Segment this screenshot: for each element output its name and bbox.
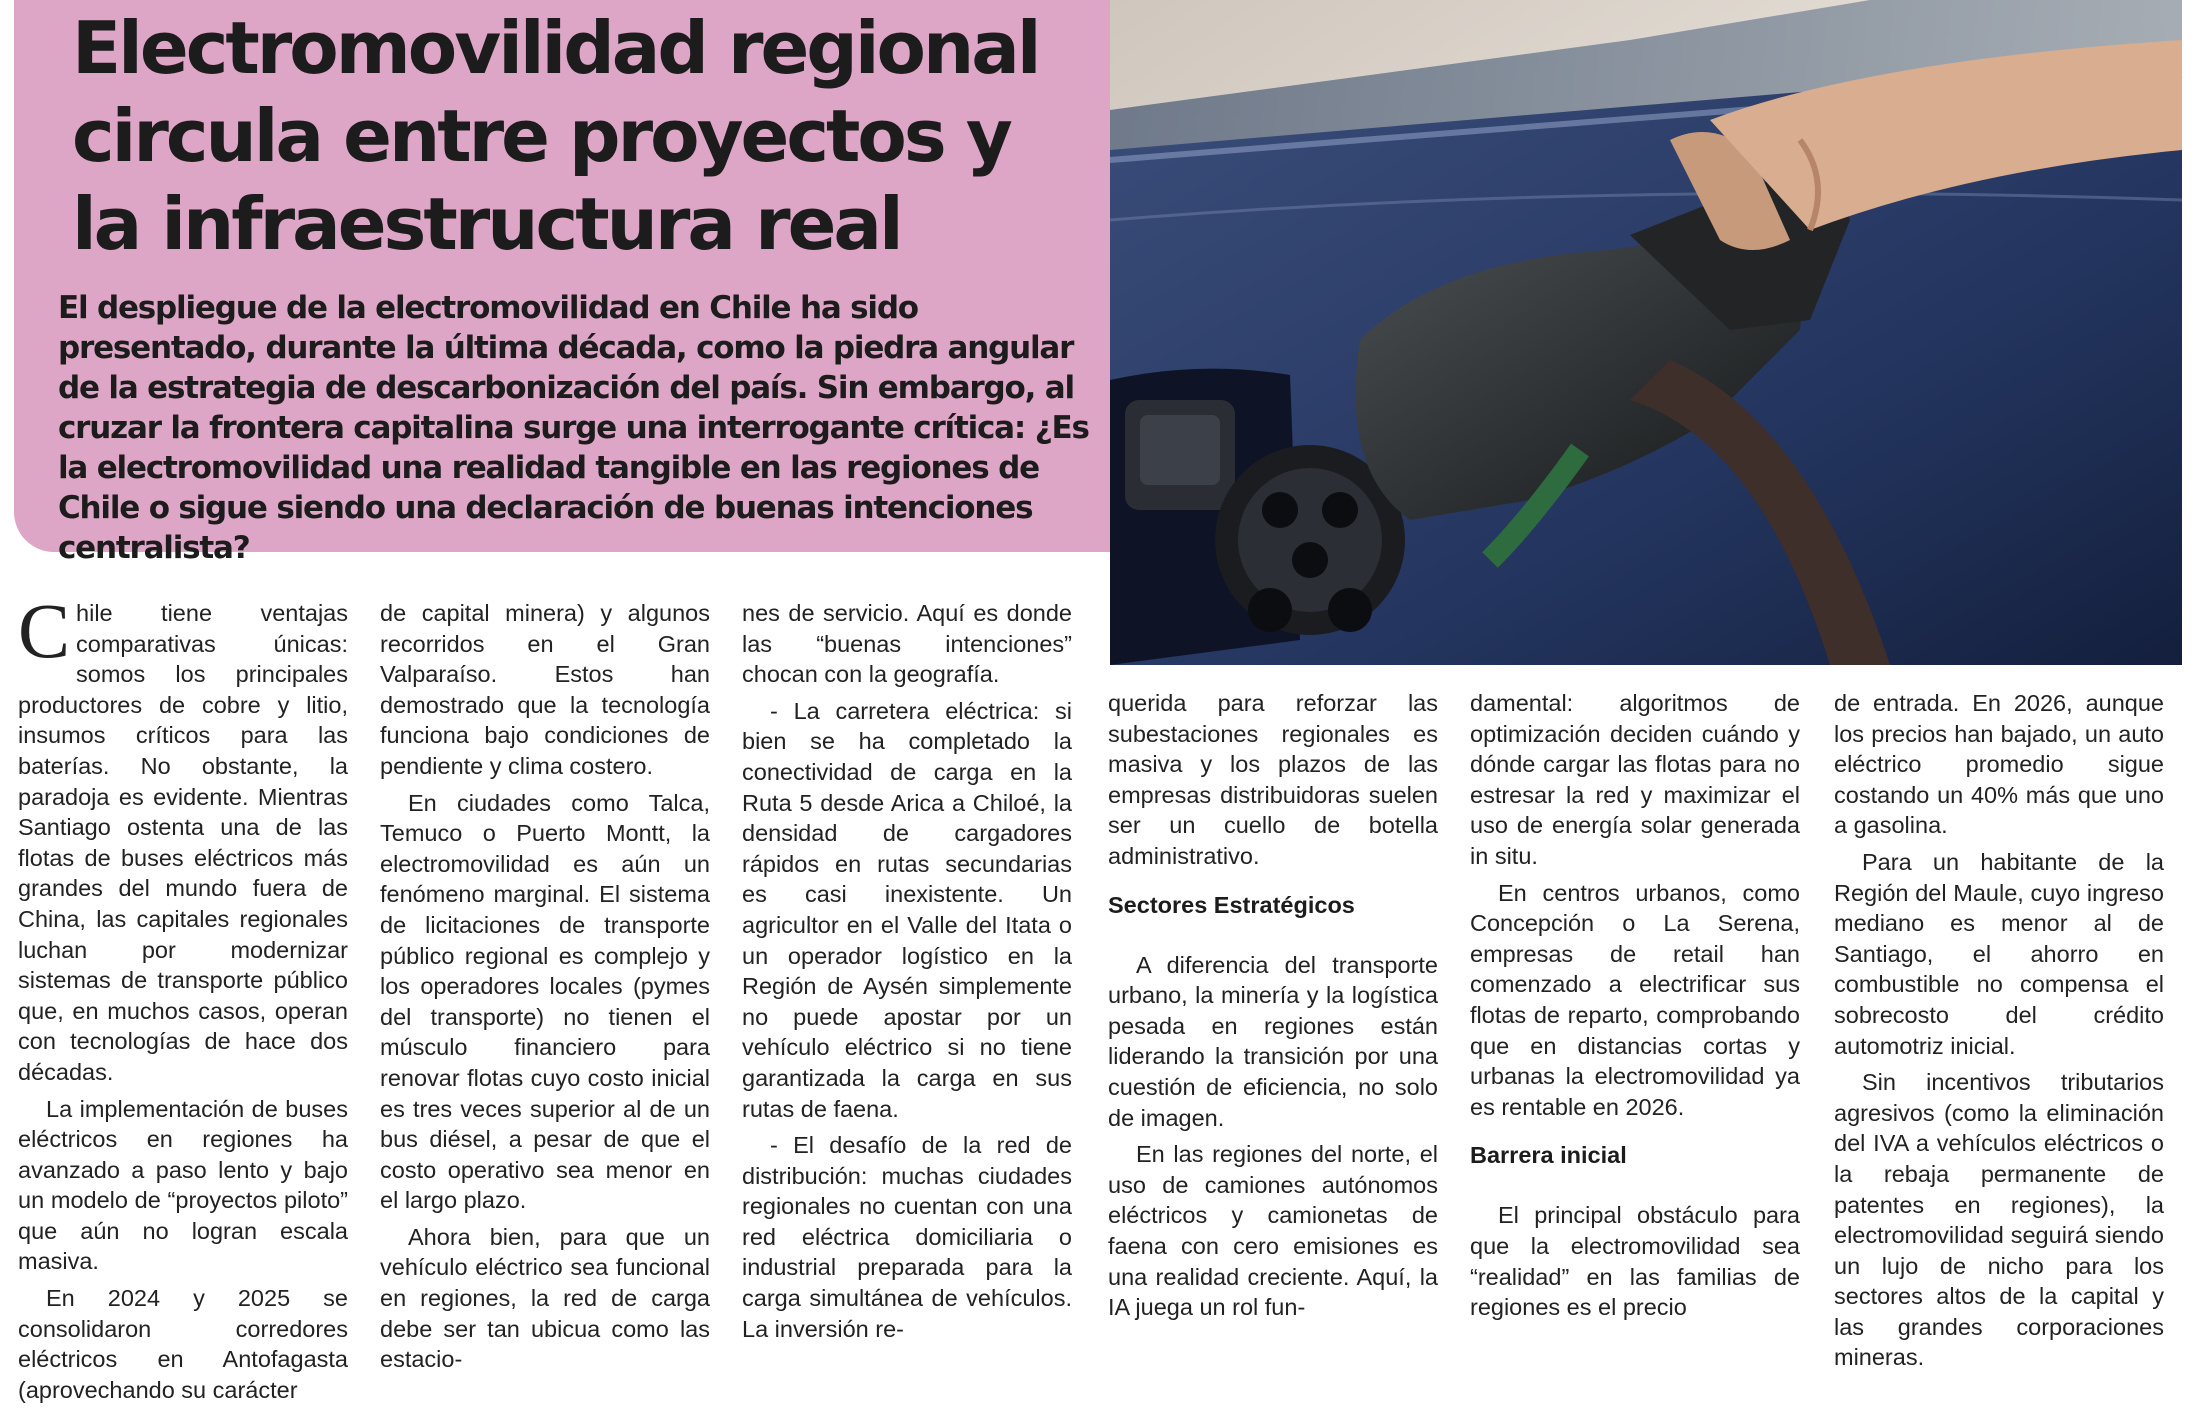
paragraph: querida para reforzar las subestaciones regionales es masiva y los plazos de las empresas distribuidoras suelen ser un cuello de botella administrativo.	[1108, 690, 1438, 869]
subheading: Sectores Estratégicos	[1108, 891, 1355, 918]
paragraph: nes de servicio. Aquí es donde las “buenas intenciones” chocan con la geografía.	[742, 600, 1072, 688]
paragraph: damental: algoritmos de optimización deciden cuándo y dónde cargar las flotas para no estresar la red y maximizar el uso de energía solar generada in situ.	[1470, 690, 1800, 869]
article-column-6	[1834, 688, 2164, 1379]
paragraph: de capital minera) y algunos recorridos en el Gran Valparaíso. Estos han demostrado que la tecnología funciona bajo condiciones de pendiente y clima costero.	[380, 600, 710, 779]
paragraph: Para un habitante de la Región del Maule, cuyo ingreso mediano es menor al de Santiago, el ahorro en combustible no compensa el sobrecosto del crédito automotriz inicial.	[1834, 848, 2164, 1059]
paragraph: En 2024 y 2025 se consolidaron corredores eléctricos en Antofagasta (aprovechando su carácter	[18, 1285, 348, 1403]
lede: El despliegue de la electromovilidad en Chile ha sido presentado, durante la última década, como la piedra angular de la estrategia de descarbonización del país. Sin embargo, al cruzar la frontera capitalina surge una interrogante crítica: ¿Es la electromovilidad una realidad tangible en las regiones de Chile o sigue siendo una declaración de buenas intenciones centralista?	[58, 290, 1089, 566]
article-column-4	[1108, 688, 1438, 1329]
article-column-3	[742, 598, 1072, 1350]
paragraph: - El desafío de la red de distribución: muchas ciudades regionales no cuentan con una red eléctrica domiciliaria o industrial preparada para la carga simultánea de vehículos. La inversión re-	[742, 1132, 1072, 1342]
paragraph: - La carretera eléctrica: si bien se ha completado la conectividad de carga en la Ruta 5 desde Arica a Chiloé, la densidad de cargadores rápidos en rutas secundarias es casi inexistente. Un agricultor en el Valle del Itata o un operador logístico en la Región de Aysén simplemente no puede apostar por un vehículo eléctrico si no tiene garantizada la carga en sus rutas de faena.	[742, 697, 1072, 1122]
article-column-1	[18, 587, 348, 1411]
article-column-5	[1470, 688, 1800, 1329]
paragraph: Chile tiene ventajas comparativas únicas: somos los principales productores de cobre y litio, insumos críticos para las baterías. No obstante, la paradoja es evidente. Mientras Santiago ostenta una de las flotas de buses eléctricos más grandes del mundo fuera de China, las capitales regionales luchan por modernizar sistemas de transporte público que, en muchos casos, operan con tecnologías de hace dos décadas.	[18, 587, 348, 1085]
subheading: Barrera inicial	[1470, 1142, 1627, 1169]
paragraph: Ahora bien, para que un vehículo eléctrico sea funcional en regiones, la red de carga debe ser tan ubicua como las estacio-	[380, 1223, 710, 1373]
paragraph: El principal obstáculo para que la electromovilidad sea “realidad” en las familias de regiones es el precio	[1470, 1202, 1800, 1321]
paragraph: La implementación de buses eléctricos en regiones ha avanzado a paso lento y bajo un modelo de “proyectos piloto” que aún no logran escala masiva.	[18, 1095, 348, 1275]
paragraph: Sin incentivos tributarios agresivos (como la eliminación del IVA a vehículos eléctricos o la rebaja permanente de patentes en regiones), la electromovilidad seguirá siendo un lujo de nicho para los sectores altos de la capital y las grandes corporaciones mineras.	[1834, 1069, 2164, 1371]
paragraph: En ciudades como Talca, Temuco o Puerto Montt, la electromovilidad es aún un fenómeno marginal. El sistema de licitaciones de transporte público regional es complejo y los operadores locales (pymes del transporte) no tienen el músculo financiero para renovar flotas cuyo costo inicial es tres veces superior al de un bus diésel, a pesar de que el costo operativo sea menor en el largo plazo.	[380, 789, 710, 1214]
paragraph: de entrada. En 2026, aunque los precios han bajado, un auto eléctrico promedio sigue costando un 40% más que uno a gasolina.	[1834, 690, 2164, 839]
paragraph: A diferencia del transporte urbano, la minería y la logística pesada en regiones están liderando la transición por una cuestión de eficiencia, no solo de imagen.	[1108, 951, 1438, 1131]
headline: Electromovilidad regional circula entre proyectos y la infraestructura real	[72, 6, 1039, 266]
ev-charging-photo	[1110, 0, 2182, 665]
paragraph: En las regiones del norte, el uso de camiones autónomos eléctricos y camionetas de faena con cero emisiones es una realidad creciente. Aquí, la IA juega un rol fun-	[1108, 1141, 1438, 1321]
paragraph: En centros urbanos, como Concepción o La Serena, empresas de retail han comenzado a electrificar sus flotas de reparto, comprobando que en distancias cortas y urbanas la electromovilidad ya es rentable en 2026.	[1470, 879, 1800, 1120]
article-column-2	[380, 598, 710, 1381]
